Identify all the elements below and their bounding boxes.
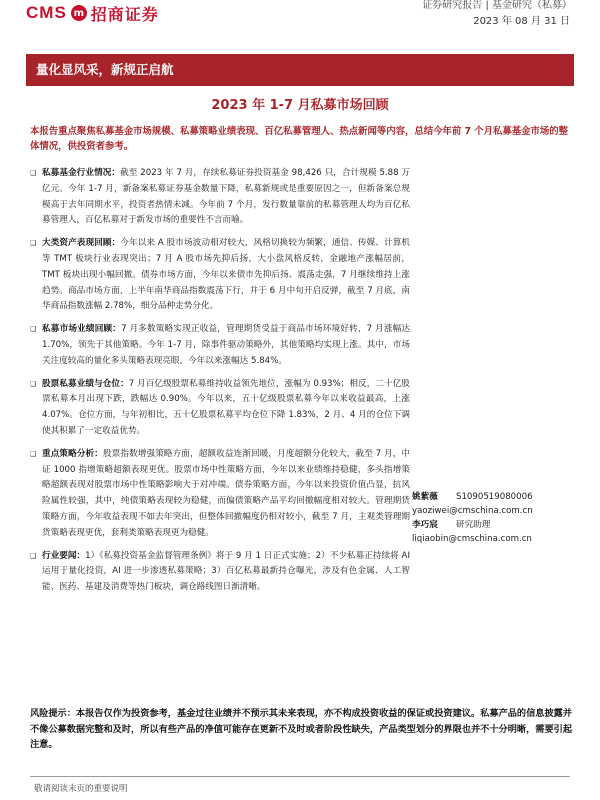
section-body: 7 月多数策略实现正收益，管理期货受益于商品市场环境好转，7 月涨幅达 1.70%，领先于其他策略。今年 1-7 月，除事件驱动策略外，其他策略均实现上涨。其中，市场关注度较高的量化多头策略表现亮眼，今年以来涨幅达 5.84%。 (42, 324, 410, 366)
analyst-row (412, 532, 582, 546)
footer-divider (30, 776, 570, 777)
section-heading: 私募基金行业情况： (42, 168, 121, 178)
section-heading: 重点策略分析： (42, 448, 103, 459)
report-title: 2023 年 1-7 月私募市场回顾 (211, 98, 389, 113)
intro-summary: 本报告重点聚焦私募基金市场规模、私募策略业绩表现、百亿私募管理人、热点新闻等内容，总结今年前 7 个月私募基金市场的整体情况，供投资者参考。 (30, 126, 569, 152)
report-date: 2023 年 08 月 31 日 (473, 16, 570, 27)
square-bullet-icon: ❑ (30, 379, 37, 388)
square-bullet-icon: ❑ (30, 239, 37, 248)
section-performance (30, 322, 410, 369)
section-heading: 股票私募业绩与仓位： (42, 378, 129, 389)
section-industry (30, 166, 410, 229)
headline-banner: 量化显风采，新规正启航 (26, 54, 574, 86)
analyst-info (412, 490, 582, 546)
section-body: 7 月百亿级股票私募维持收益领先地位，涨幅为 0.93%；相反，二十亿股票私募本月出现下跌，跌幅达 0.90%。今年以来，五十亿级股票私募今年以来收益最高，上涨 4.07%。仓位方面，与年初相比，五十亿股票私募平均仓位下降 1.83%，2 月、4 月的仓位下调使其积累了一定收益优势。 (42, 378, 410, 436)
section-body: 今年以来 A 股市场波动相对较大，风格切换较为频繁，通信、传媒、计算机等 TMT 板块行业表现突出；7 月 A 股市场先抑后扬，大小盘风格反转，金融地产涨幅居前，TMT 板块出现小幅回撤。债券市场方面，今年以来债市先抑后扬、震荡走强，7 月继续维持上涨趋势。商品市场方面，上半年南华商品指数震荡下行，并于 6 月中旬开启反弹，截至 7 月底，南华商品指数涨幅 2.78%，细分品种走势分化。 (42, 238, 410, 312)
logo-badge-icon: m (71, 5, 87, 21)
section-heading: 大类资产表现回顾： (42, 238, 121, 249)
section-heading: 行业要闻： (42, 550, 86, 561)
analyst-detail: S1090519080006 (456, 492, 533, 502)
section-strategy (30, 447, 410, 542)
logo-cms-text: CMS (26, 3, 67, 22)
footer-note: 敬请阅读末页的重要说明 (34, 784, 128, 794)
section-body: 1）《私募投资基金监督管理条例》将于 9 月 1 日正式实施；2）不少私募正持续将 AI 运用于量化投资，AI 进一步渗透私募策略；3）百亿私募最新持仓曝光，涉及有色金属、人工智能、医药、基建及消费等热门板块，调仓路线图日渐清晰。 (42, 550, 410, 593)
section-asset-review (30, 236, 410, 315)
section-equity-position (30, 377, 410, 440)
analyst-detail: 研究助理 (456, 520, 491, 530)
logo-chinese-text: 招商证券 (90, 4, 159, 24)
analyst-email[interactable]: liqiaobin@cmschina.com.cn (412, 534, 532, 544)
analyst-row (412, 504, 582, 518)
risk-warning: 风险提示：本报告仅作为投资参考，基金过往业绩并不预示其未来表现，亦不构成投资收益的保证或投资建议。私募产品的信息披露并不像公募数据完整和及时，所以有些产品的净值可能存在更新不及时或者阶段性缺失，产品类型划分的界限也并不十分明晰，需要引起注意。 (30, 708, 573, 750)
section-body: 截至 2023 年 7 月，存续私募证券投资基金 98,426 只，合计规模 5.88 万亿元。今年 1-7 月，新备案私募证券基金数量下降，私募新规或是重要原因之一，但新备案总规模高于去年同期水平，投资者热情未减。今年前 7 个月，发行数量靠前的私募管理人均为百亿私募管理人，百亿私募对于新发市场的重要性不言而喻。 (42, 168, 410, 226)
analyst-email[interactable]: yaoziwei@cmschina.com.cn (412, 506, 533, 516)
square-bullet-icon: ❑ (30, 325, 37, 334)
square-bullet-icon: ❑ (30, 551, 37, 560)
section-heading: 私募市场业绩回顾： (42, 324, 122, 335)
summary-sections (30, 166, 410, 603)
square-bullet-icon: ❑ (30, 449, 37, 458)
analyst-name: 姚紫薇 (412, 492, 438, 502)
analyst-row (412, 490, 582, 504)
section-news (30, 549, 410, 596)
analyst-row (412, 518, 582, 532)
section-body: 股票指数增强策略方面，超额收益连渐回暖，月度超额分化较大，截至 7 月，中证 1000 指增策略超额表现更优。股票市场中性策略方面，今年以来业绩维持稳健，多头指增策略超额表现对股票市场中性策略影响大于对冲端。债券策略方面，今年以来投资价值凸显，抗风险属性较强，其中，纯债策略表现较为稳健，而偏债策略产品平均回撤幅度相对较大。管理期货策略方面，今年收益表现不如去年突出，但整体回撤幅度仍相对较小，截至 7 月，主观类管理期货策略表现更优，套利类策略表现更为稳健。 (42, 448, 410, 538)
document-type: 证券研究报告 | 基金研究（私募） (422, 0, 572, 11)
brand-logo (26, 0, 159, 26)
square-bullet-icon: ❑ (30, 169, 37, 177)
analyst-name: 李巧宸 (412, 520, 438, 530)
